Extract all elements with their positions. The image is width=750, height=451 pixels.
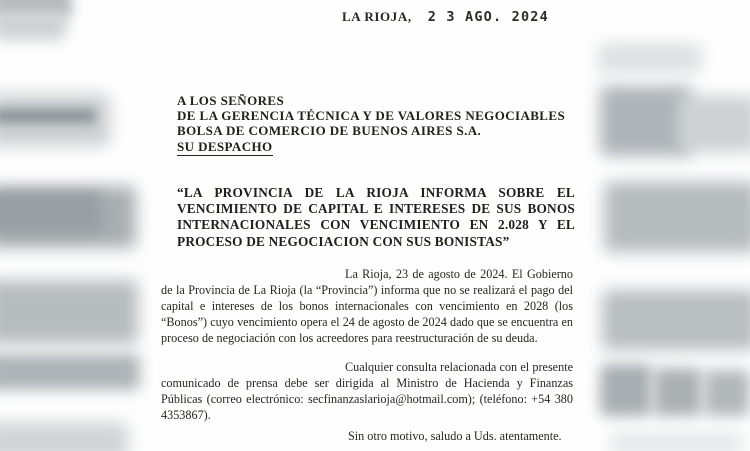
dateline — [342, 8, 549, 26]
blur-artifact — [0, 109, 96, 123]
addressee-line-1: A LOS SEÑORES — [177, 93, 285, 108]
addressee-block — [177, 93, 565, 156]
blur-artifact — [654, 368, 702, 416]
addressee-line-3: BOLSA DE COMERCIO DE BUENOS AIRES S.A. — [177, 123, 482, 139]
blur-artifact — [0, 192, 102, 234]
blur-artifact — [0, 280, 138, 344]
blur-artifact — [704, 370, 750, 416]
date-stamp: 2 3 AGO. 2024 — [427, 9, 549, 25]
blur-artifact — [598, 44, 702, 72]
headline: “LA PROVINCIA DE LA RIOJA INFORMA SOBRE EL VENCIMIENTO DE CAPITAL E INTERESES DE SUS BONOS INTERNACIONALES CON VENCIMIENTO EN 2.028 Y EL PROCESO DE NEGOCIACION CON SUS BONISTAS” — [177, 185, 575, 249]
closing-line: Sin otro motivo, saludo a Uds. atentamente. — [348, 429, 562, 443]
blur-artifact — [600, 364, 652, 416]
blur-artifact — [604, 182, 750, 252]
blur-artifact — [602, 290, 750, 350]
blur-artifact — [0, 354, 140, 390]
blur-artifact — [0, 422, 128, 451]
blur-artifact — [678, 96, 750, 152]
blur-artifact — [610, 433, 742, 451]
blur-artifact — [0, 12, 66, 40]
su-despacho-label: SU DESPACHO — [177, 139, 273, 156]
addressee-line-2: DE LA GERENCIA TÉCNICA Y DE VALORES NEGOCIABLES — [177, 108, 566, 124]
dateline-place: LA RIOJA, — [342, 9, 412, 24]
body-paragraph-2: Cualquier consulta relacionada con el presente comunicado de prensa debe ser dirigida al Ministro de Hacienda y Finanzas Públicas (correo electrónico: secfinanzaslarioja@hotmail.com); (teléfono: +54 380 4353867). — [161, 360, 573, 422]
body-paragraph-1: La Rioja, 23 de agosto de 2024. El Gobierno de la Provincia de La Rioja (la “Provincia”) informa que no se realizará el pago del capital e intereses de los bonos internacionales con vencimiento en 2028 (los “Bonos”) cuyo vencimiento opera el 24 de agosto de 2024 dado que se encuentra en proceso de negociación con los acreedores para reestructuración de su deuda. — [161, 267, 573, 345]
